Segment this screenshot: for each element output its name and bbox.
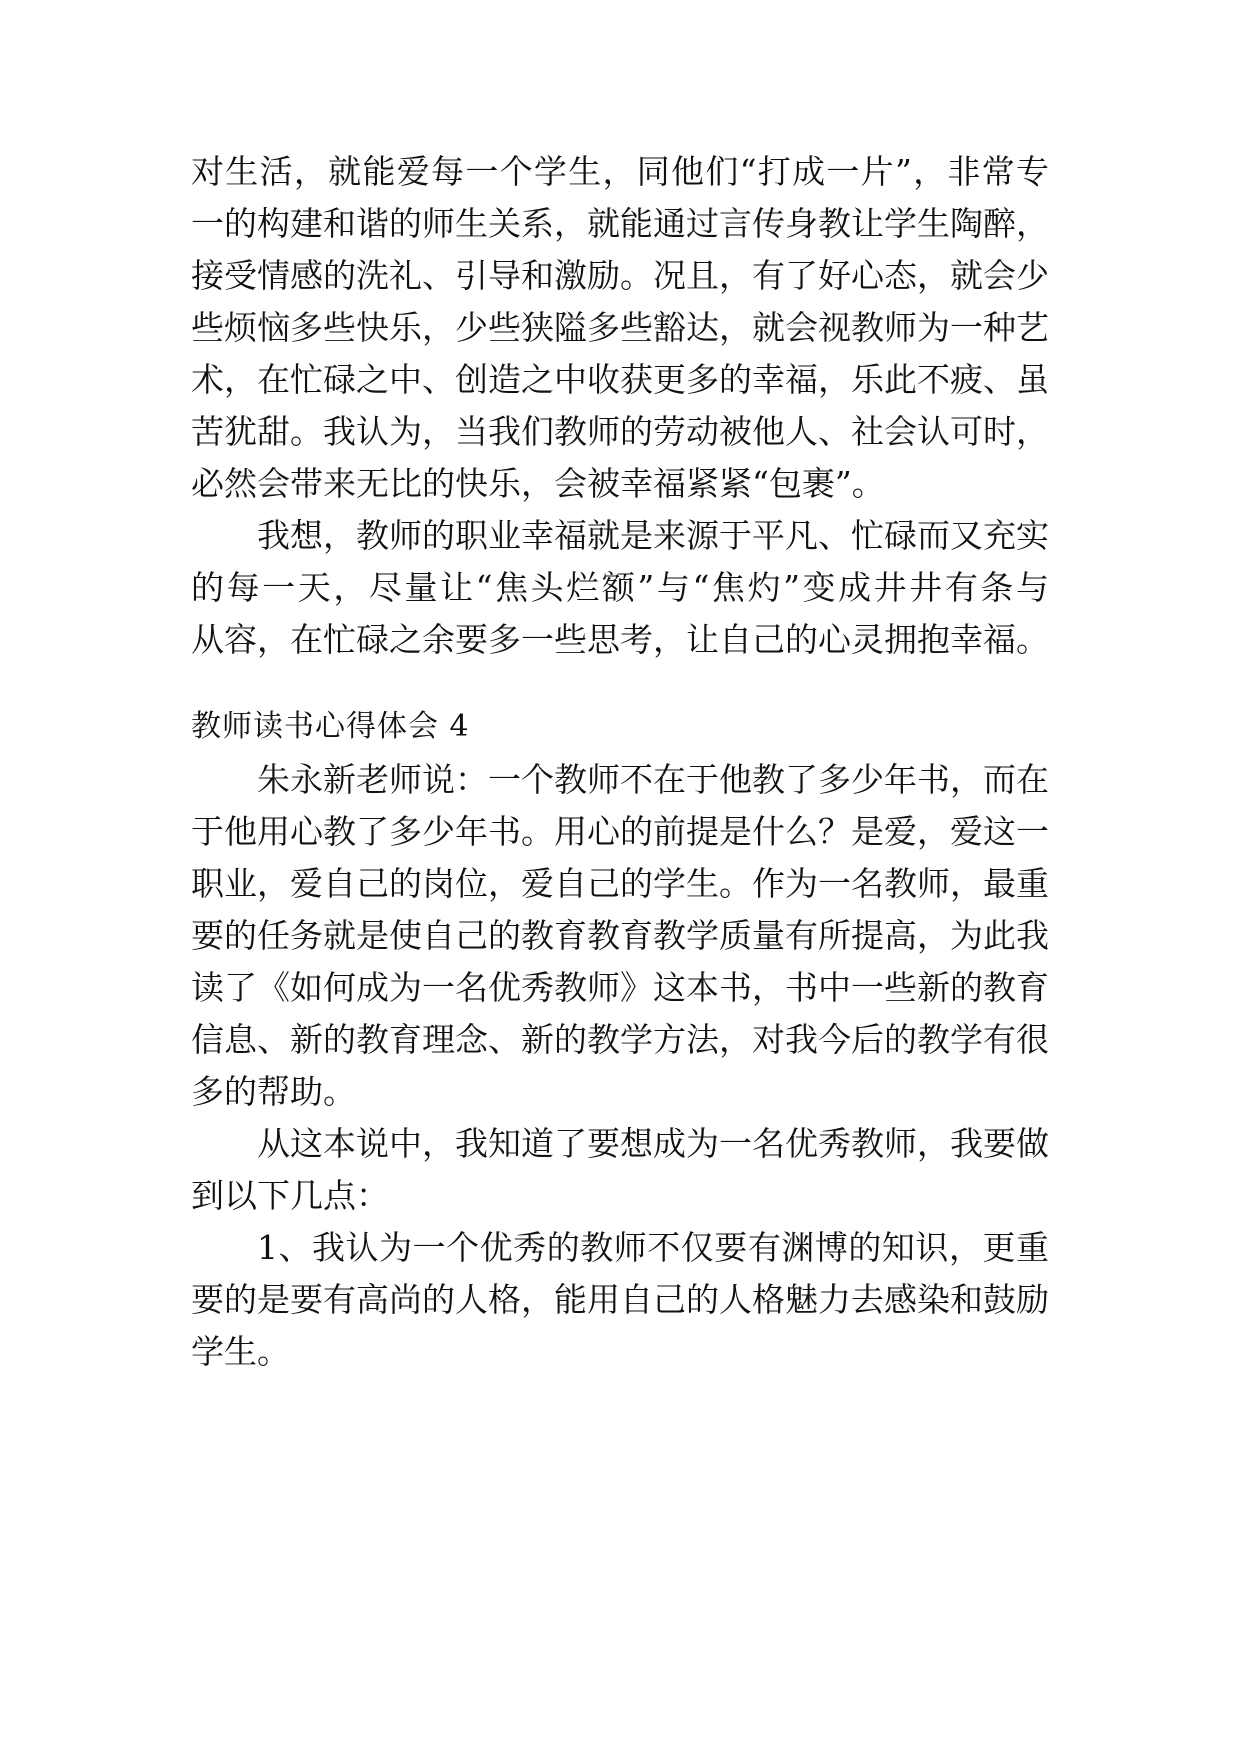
- paragraph-line: 信息、新的教育理念、新的教学方法，对我今后的教学有很: [191, 1020, 1049, 1059]
- paragraph-line: 术，在忙碌之中、创造之中收获更多的幸福，乐此不疲、虽: [191, 360, 1049, 399]
- paragraph-line: 职业，爱自己的岗位，爱自己的学生。作为一名教师，最重: [191, 864, 1049, 903]
- paragraph-line: 要的任务就是使自己的教育教育教学质量有所提高，为此我: [191, 916, 1049, 955]
- paragraph-line: 一的构建和谐的师生关系，就能通过言传身教让学生陶醉，: [191, 204, 1049, 243]
- paragraph-line: 从这本说中，我知道了要想成为一名优秀教师，我要做: [257, 1124, 1049, 1163]
- paragraph-line: 多的帮助。: [191, 1072, 356, 1111]
- paragraph-line: 些烦恼多些快乐，少些狭隘多些豁达，就会视教师为一种艺: [191, 308, 1049, 347]
- section-heading: 教师读书心得体会 4: [191, 709, 470, 744]
- paragraph-line: 的每一天，尽量让“焦头烂额”与“焦灼”变成井井有条与: [191, 568, 1049, 607]
- paragraph-line: 学生。: [191, 1332, 290, 1371]
- paragraph-line: 对生活，就能爱每一个学生，同他们“打成一片”，非常专: [191, 152, 1049, 191]
- paragraph-line: 接受情感的洗礼、引导和激励。况且，有了好心态，就会少: [191, 256, 1049, 295]
- paragraph-line: 我想，教师的职业幸福就是来源于平凡、忙碌而又充实: [257, 516, 1049, 555]
- paragraph-line: 读了《如何成为一名优秀教师》这本书，书中一些新的教育: [191, 968, 1049, 1007]
- paragraph-line: 从容，在忙碌之余要多一些思考，让自己的心灵拥抱幸福。: [191, 620, 1049, 659]
- paragraph-line: 1、我认为一个优秀的教师不仅要有渊博的知识，更重: [257, 1228, 1049, 1267]
- paragraph-line: 朱永新老师说：一个教师不在于他教了多少年书，而在: [257, 760, 1049, 799]
- paragraph-line: 必然会带来无比的快乐，会被幸福紧紧“包裹”。: [191, 464, 885, 503]
- paragraph-line: 苦犹甜。我认为，当我们教师的劳动被他人、社会认可时，: [191, 412, 1049, 451]
- paragraph-line: 于他用心教了多少年书。用心的前提是什么？是爱，爱这一: [191, 812, 1049, 851]
- paragraph-line: 要的是要有高尚的人格，能用自己的人格魅力去感染和鼓励: [191, 1280, 1049, 1319]
- paragraph-line: 到以下几点：: [191, 1176, 389, 1215]
